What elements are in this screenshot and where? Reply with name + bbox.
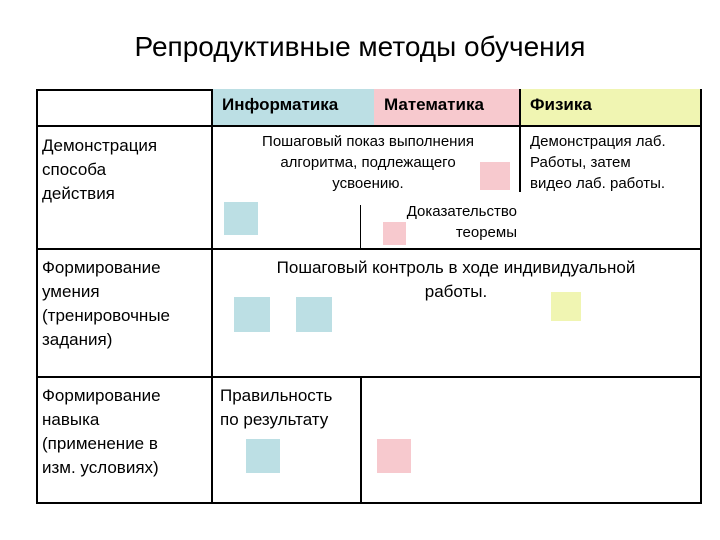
stepwise-control-text [214, 256, 698, 304]
row-label-line: умения [42, 282, 100, 301]
cell-line: по результату [220, 410, 329, 429]
result-correctness-text [220, 384, 332, 432]
cell-line: Правильность [220, 386, 333, 405]
informatics-marker-square [246, 439, 280, 473]
label-column-divider [211, 89, 213, 504]
row-label-line: задания) [42, 330, 113, 349]
row-divider-2 [36, 376, 702, 378]
informatics-marker-square [224, 202, 258, 235]
row-label-line: (тренировочные [42, 306, 170, 325]
row3-column-divider [360, 376, 362, 504]
informatics-marker-square [296, 297, 332, 332]
row-label-line: способа [42, 160, 107, 179]
row-label-line: (применение в [42, 434, 158, 453]
row-label-demonstration [42, 134, 157, 206]
cell-line: видео лаб. работы. [530, 175, 666, 192]
physics-column-divider-row1 [519, 125, 521, 192]
cell-line: Пошаговый контроль в ходе индивидуальной [276, 258, 636, 277]
cell-line: работы. [424, 282, 488, 301]
row-label-line: изм. условиях) [42, 458, 159, 477]
physics-column-divider [519, 89, 521, 126]
math-marker-square [480, 162, 510, 190]
header-cell-informatics: Информатика [212, 89, 374, 126]
row-divider-1 [36, 248, 702, 250]
physics-marker-square [551, 292, 581, 321]
page-title: Репродуктивные методы обучения [134, 31, 586, 62]
cell-line: Пошаговый показ выполнения [262, 133, 474, 150]
row-label-line: действия [42, 184, 115, 203]
header-cell-physics: Физика [520, 89, 700, 126]
stepwise-demonstration-text [226, 131, 510, 194]
row-label-line: Формирование [42, 258, 161, 277]
cell-line: Демонстрация лаб. [530, 133, 666, 150]
math-proof-divider [360, 205, 361, 248]
math-marker-square [383, 222, 406, 245]
header-cell-math: Математика [374, 89, 520, 126]
cell-line: усвоению. [332, 175, 404, 192]
cell-line: Работы, затем [530, 154, 631, 171]
physics-lab-demonstration-text [530, 131, 666, 194]
header-divider [36, 125, 702, 127]
row-label-skill-formation [42, 256, 170, 352]
row-label-habit-formation [42, 384, 161, 480]
informatics-marker-square [234, 297, 270, 332]
cell-line: теоремы [455, 224, 517, 241]
row-label-line: навыка [42, 410, 100, 429]
cell-line: Доказательство [406, 203, 517, 220]
math-marker-square [377, 439, 411, 473]
row-label-line: Демонстрация [42, 136, 158, 155]
cell-line: алгоритма, подлежащего [280, 154, 456, 171]
row-label-line: Формирование [42, 386, 161, 405]
